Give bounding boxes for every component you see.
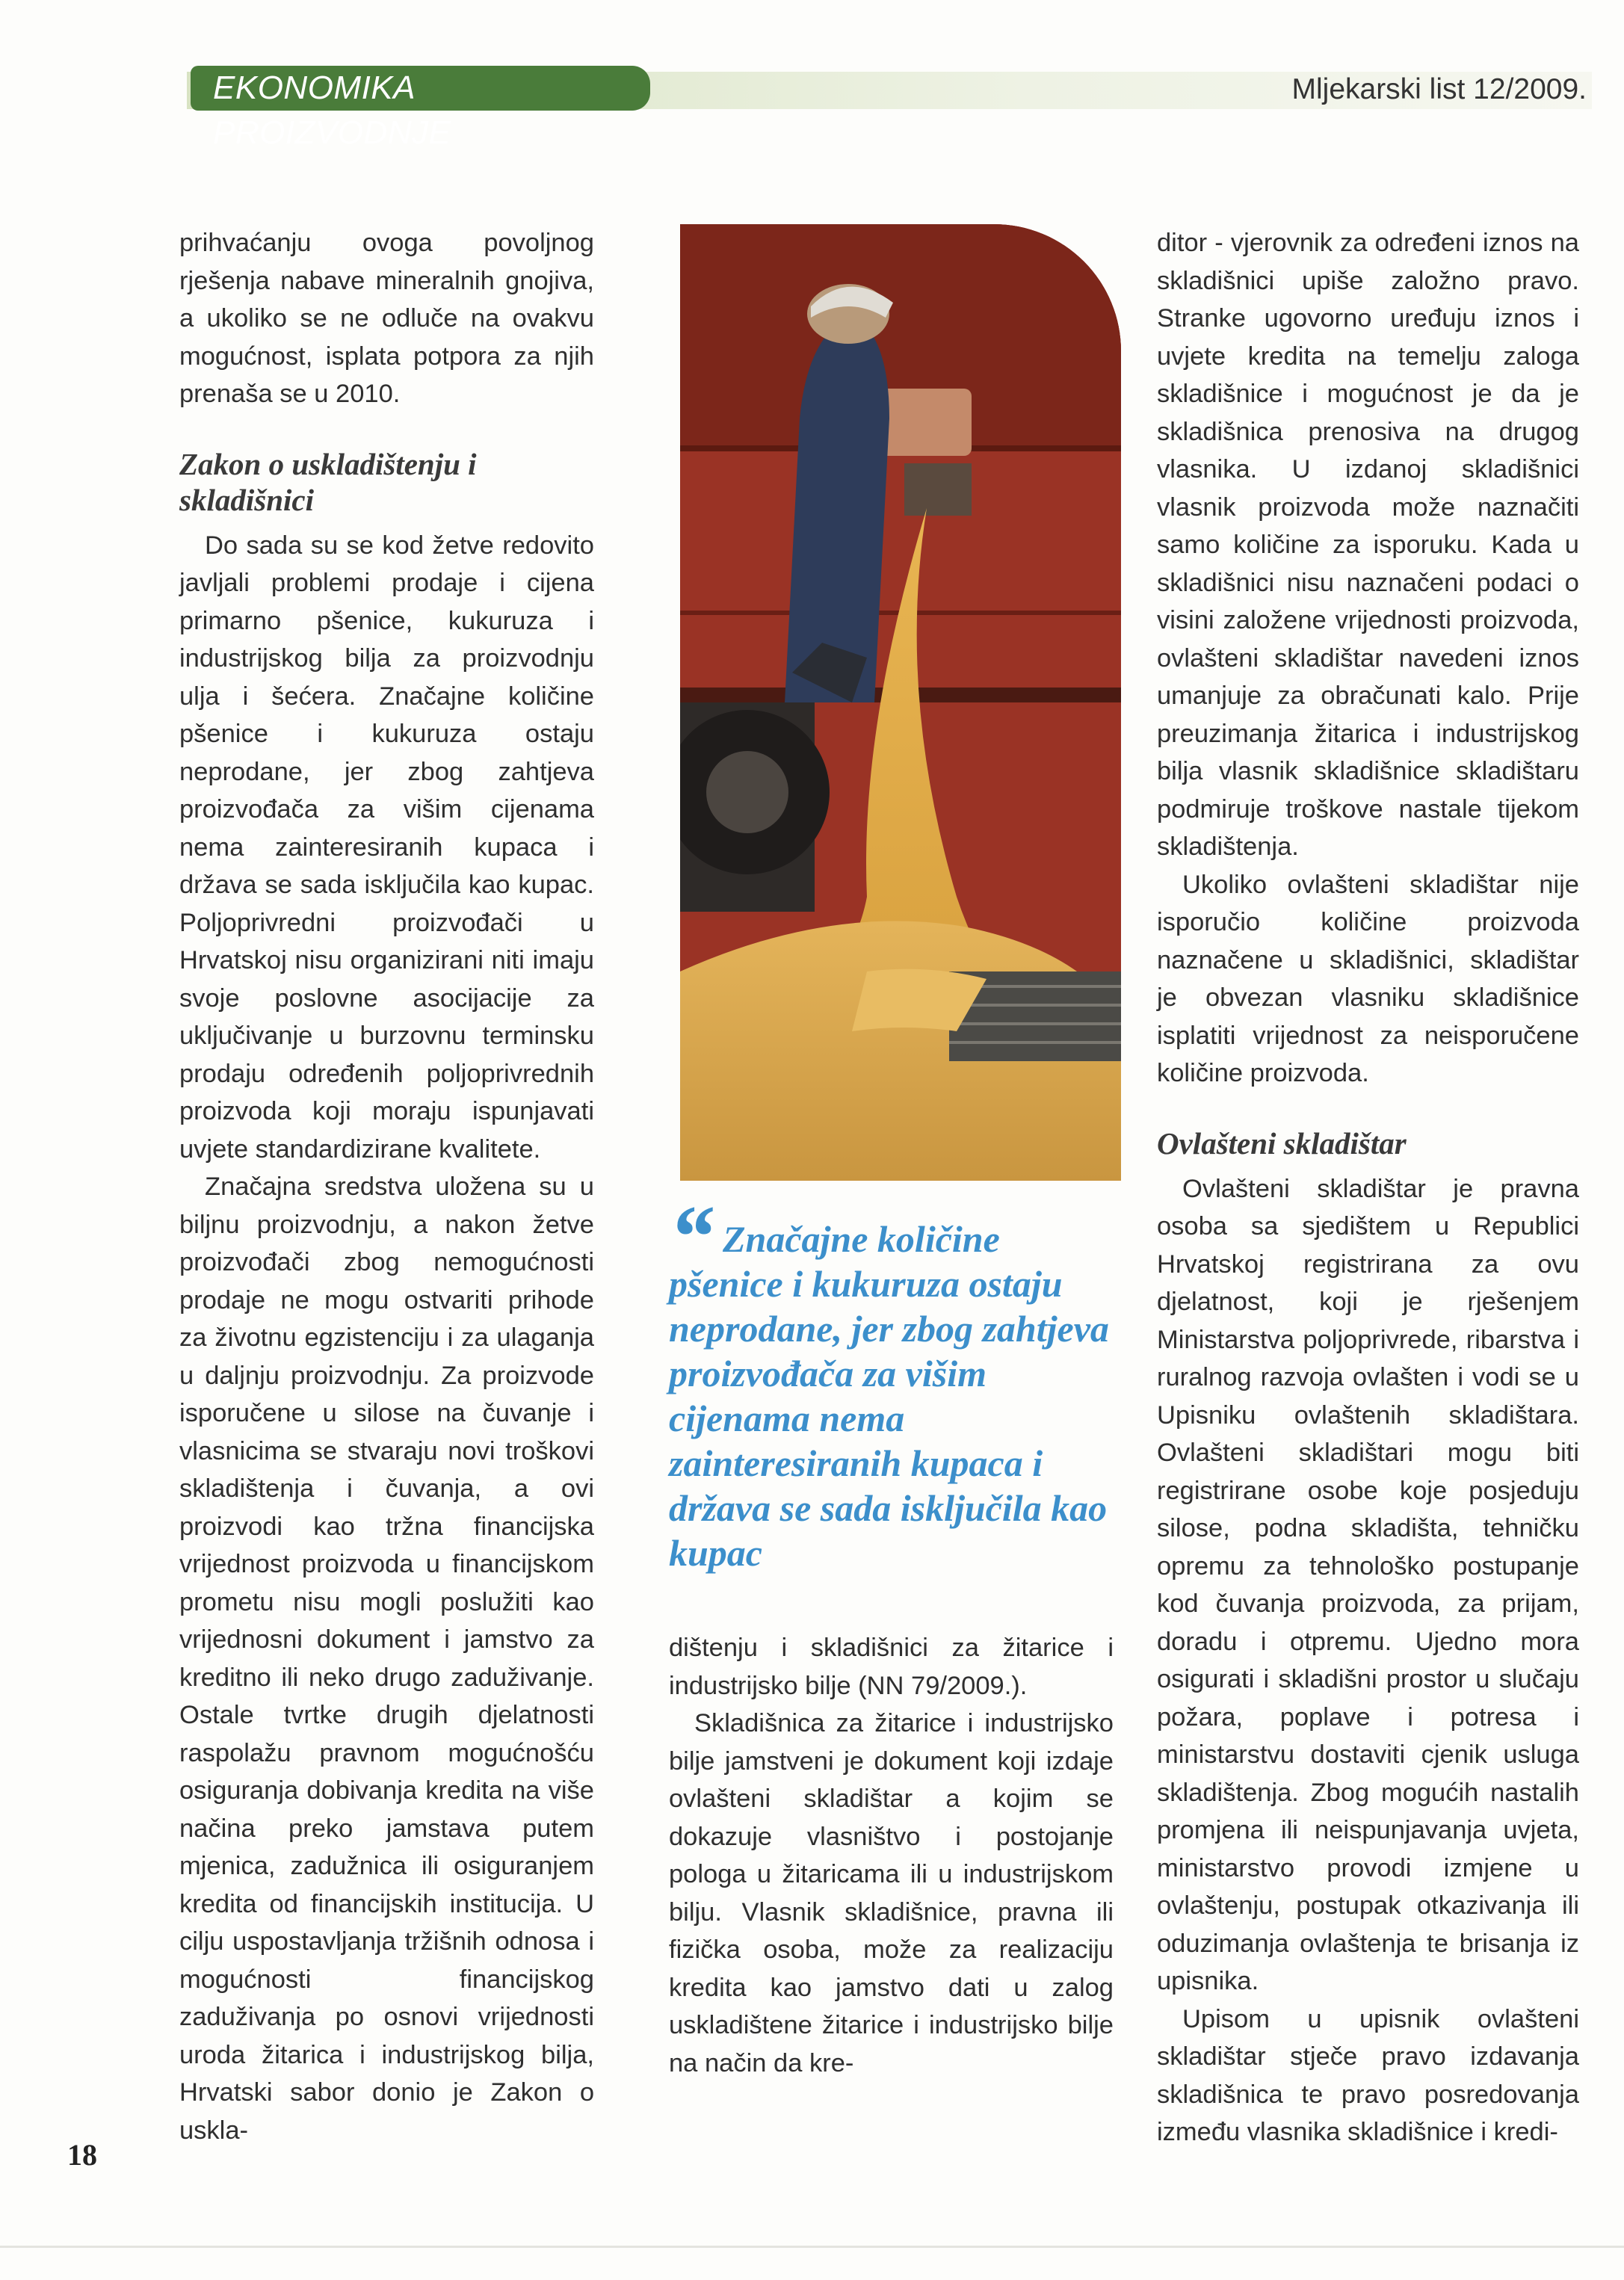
section-label: EKONOMIKA PROIZVODNJE <box>191 66 650 111</box>
paragraph: ditor - vjerovnik za određeni iznos na skladišnici upiše založno pravo. Stranke ugovorno uređuju iznos i uvjete kredita na temelju zaloga skladišnice i mogućnost je da je skladišnica prenosiva na drugog vlasnika. U izdanoj skladišnici vlasnik proizvoda može naznačiti samo količine za isporuku. Kada u skladišnici nisu naznačeni podaci o visini založene vrijednosti proizvoda, ovlašteni skladištar navedeni iznos umanjuje za obračunati kalo. Prije preuzimanja žitarica i industrijskog bilja vlasnik skladišnice skladištaru podmiruje troškove nastale tijekom skladištenja. <box>1157 229 1579 861</box>
quote-mark-icon: “ <box>669 1187 714 1286</box>
paragraph: Ukoliko ovlašteni skladištar nije isporučio količine proizvoda naznačene u skladišnici, skladištar je obvezan vlasniku skladišnice isplatiti vrijednost za neisporučene količine proizvoda. <box>1157 870 1579 1087</box>
paragraph: Do sada su se kod žetve redovito javljali problemi prodaje i cijena primarno pšenice, kukuruza i industrijskog bilja za proizvodnju ulja i šećera. Značajne količine pšenice i kukuruza ostaju neprodane, jer zbog zahtjeva proizvođača za višim cijenama nema zainteresiranih kupaca i država se sada isključila kao kupac. Poljoprivredni proizvođači u Hrvatskoj nisu organizirani niti imaju svoje poslovne asocijacije za uključivanje u burzovnu terminsku prodaju određenih poljoprivrednih proizvoda koji moraju ispunjavati uvjete standardizirane kvalitete. <box>179 531 594 1164</box>
divider <box>0 2246 1624 2248</box>
column-middle <box>669 1629 1114 2082</box>
paragraph: Skladišnica za žitarice i industrijsko bilje jamstveni je dokument koji izdaje ovlašteni skladištar a kojim se dokazuje vlasništvo i postojanje pologa u žitaricama ili u industrijskom bilju. Vlasnik skladišnice, pravna ili fizička osoba, može za realizaciju kredita kao jamstvo dati u zalog uskladištene žitarice i industrijsko bilje na način da kre- <box>669 1709 1114 2077</box>
paragraph: prihvaćanju ovoga povoljnog rješenja nabave mineralnih gnojiva, a ukoliko se ne odluče na ovakvu mogućnost, isplata potpora za njih prenaša se u 2010. <box>179 229 594 408</box>
pull-quote <box>669 1187 1117 1575</box>
paragraph: Ovlašteni skladištar je pravna osoba sa sjedištem u Republici Hrvatskoj registrirana za ovu djelatnost, koji je rješenjem Ministarstva poljoprivrede, ribarstva i ruralnog razvoja ovlašten i vodi se u Upisniku ovlaštenih skladištara. Ovlašteni skladištari mogu biti registrirane osobe koje posjeduju silose, podna skladišta, tehničku opremu za tehnološko postupanje kod čuvanja proizvoda, za prijam, doradu i otpremu. Ujedno mora osigurati i skladišni prostor u slučaju požara, poplave i potresa i ministarstvu dostaviti cjenik usluga skladištenja. Zbog mogućih nastalih promjena ili neispunjavanja uvjeta, ministarstvo provodi izmjene u ovlaštenju, postupak otkazivanja ili oduzimanja ovlaštenja te brisanja iz upisnika. <box>1157 1174 1579 1995</box>
pull-quote-text: Značajne količine pšenice i kukuruza ostaju neprodane, jer zbog zahtjeva proizvođača za višim cijenama nema zainteresiranih kupaca i država se sada isključila kao kupac <box>669 1218 1109 1574</box>
photo-illustration <box>680 224 1121 1181</box>
grain-unloading-photo <box>680 224 1121 1181</box>
column-left <box>179 224 594 2149</box>
page-number: 18 <box>67 2138 97 2172</box>
paragraph: Značajna sredstva uložena su u biljnu proizvodnju, a nakon žetve proizvođači zbog nemogućnosti prodaje ne mogu ostvariti prihode za životnu egzistenciju i za ulaganja u daljnju proizvodnju. Za proizvode isporučene u silose na čuvanje i vlasnicima se stvaraju novi troškovi skladištenja i čuvanja, a ovi proizvodi kao tržna financijska vrijednost proizvoda u financijskom prometu nisu mogli poslužiti kao vrijednosni dokument i jamstvo za kreditno ili neko drugo zaduživanje. Ostale tvrtke drugih djelatnosti raspolažu pravnom mogućnošću osiguranja dobivanja kredita na više načina preko jamstava putem mjenica, zadužnica ili osiguranjem kredita od financijskih institucija. U cilju uspostavljanja tržišnih odnosa i mogućnosti financijskog zaduživanja po osnovi vrijednosti uroda žitarica i industrijskog bilja, Hrvatski sabor donio je Zakon o uskla- <box>179 1173 594 2145</box>
column-right <box>1157 224 1579 2151</box>
paragraph: Upisom u upisnik ovlašteni skladištar stječe pravo izdavanja skladišnica te pravo posredovanja između vlasnika skladišnice i kredi- <box>1157 2004 1579 2146</box>
paragraph: dištenju i skladišnici za žitarice i industrijsko bilje (NN 79/2009.). <box>669 1634 1114 1700</box>
section-heading: Ovlašteni skladištar <box>1157 1125 1407 1161</box>
issue-label: Mljekarski list 12/2009. <box>1291 73 1587 105</box>
section-heading: Zakon o uskladištenju i skladišnici <box>179 446 477 517</box>
